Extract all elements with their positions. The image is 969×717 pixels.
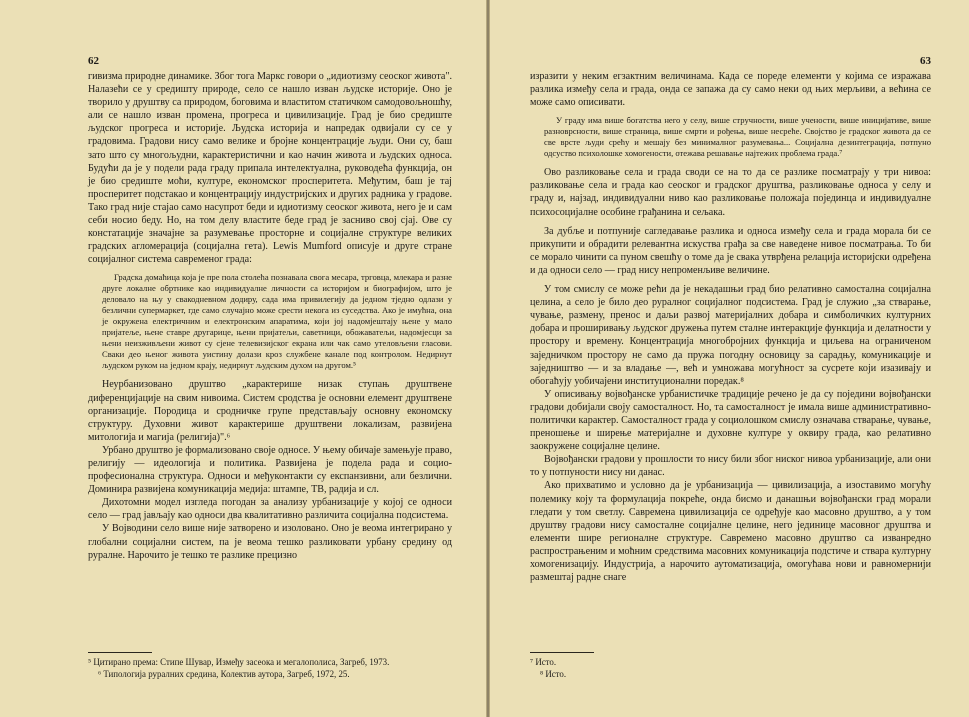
page-number: 63 xyxy=(920,55,931,67)
footnote-rule xyxy=(530,652,594,653)
paragraph: Дихотомни модел изгледа погодан за анализу урбанизације у којој се односи село — град јављају као односи два квалитативно различита социјална подсистема. xyxy=(88,497,452,522)
right-page xyxy=(490,0,969,717)
footnote: ⁶ Типологија руралних средина, Колектив аутора, Загреб, 1972, 25. xyxy=(98,668,350,679)
page-number: 62 xyxy=(88,55,99,67)
paragraph: гивизма природне динамике. Због тога Маркс говори о „идиотизму сеоског живота". Налазећи се у средишту природе, село се нашло изван људске историје. Оно је творило у друштву са природом, боговима и властитом статичком самодовољношћу, али се нашло изван промена, прогреса и цивилизације. Град је био средиште људског прогреса и историје. Људска историја и напредак одвијали су се у градовима. Градови нису само велике и бројне концентрације људи. Они су, баш зато што су многољудни, карактеристични и као начин живота и људских односа. Будући да је у подели рада граду припала интелектуална, руководећа функција, он је био средиште моћи, културе, економског просперитета. Међутим, баш је тај просперитет подстакао и концентрацију индустријских и других радника у градове. Тако град није стајао само насупрот беди и идиотизму сеоског живота, него је и сам себи носио беду. Но, на том делу властите беде град је засниво свој сјај. Ове су констатације значајне за разумевање просторне и социјалне структуре великих градских агломерација (социјална гета). Lewis Mumford описује и друге стране социјалног система савременог града: xyxy=(88,71,452,266)
paragraph: У описивању војвођанске урбанистичке традиције речено је да су поједини војвођански градови добијали своју самосталност. Но, та самосталност је имала више административно-политички карактер. Самосталност града у социолошком смислу означава стварање, чување, преношење и ширење материјалне и духовне културе у оквиру града, као релативно заокружене социјалне целине. xyxy=(530,388,931,453)
paragraph: Ако прихватимо и условно да је урбанизација — цивилизација, а изоставимо могућу полемику коју та формулација покреће, онда бисмо и данашњи војвођански град морали гледати у том светлу. Савремена цивилизација се одређује као масовно друштво, а у том друштву градови нису самосталне социјалне целине, него јединице масовног друштва и елементи шире регионалне структуре. Савремено масовно друштво са изванредно распрострањеним и моћним средствима масовних комуникација подстиче и ствара културну хомогенизацију. Индустрија, а нарочито аутоматизација, омогућава нови и равномернији размештај радне снаге xyxy=(530,480,931,584)
paragraph: изразити у неким егзактним величинама. Када се пореде елементи у којима се изражава разлика између села и града, онда се запажа да су само неки од њих мерљиви, а већина се може само описивати. xyxy=(530,71,931,109)
body-text xyxy=(88,70,452,562)
block-quote xyxy=(544,115,931,159)
footnotes xyxy=(530,652,931,680)
paragraph: За дубље и потпуније сагледавање разлика и односа између села и града морала би се прикупити и обрадити релевантна искуства грађа за све наведене нивое посматрања. То би се морало чинити са пуном свешћу о томе да је свака утврђена релација историјски одређена и да односи село — град нису непроменљиве величине. xyxy=(530,225,931,276)
paragraph: Војвођански градови у прошлости то нису били због ниског нивоа урбанизације, али они то у потпуности нису ни данас. xyxy=(530,454,931,479)
footnote: ⁸ Исто. xyxy=(540,668,567,679)
footnote: ⁵ Цитирано према: Стипе Шувар, Између засеока и мегалополиса, Загреб, 1973. xyxy=(88,657,390,667)
footnotes xyxy=(88,652,452,680)
paragraph: Ово разликовање села и града своди се на то да се разлике посматрају у три нивоа: разликовање села и града као сеоског и градског друштва, разликовање односа у селу и граду и, најзад, индивидуални ниво као разликовање положаја појединца и индивидуалне психосоцијалне особине грађанина и сељака. xyxy=(530,167,931,218)
body-text xyxy=(530,70,931,584)
footnote: ⁷ Исто. xyxy=(530,657,557,667)
block-quote xyxy=(102,272,452,371)
paragraph: Урбано друштво је формализовано своје односе. У њему обичаје замењује право, религију — идеологија и политика. Развијена је подела рада и социо-професионална структура. Односи и међуконтакти су експанзивни, али безлични. Доминира развијена комуникација медија: штампе, ТВ, радија и сл. xyxy=(88,444,452,496)
paragraph: Неурбанизовано друштво „карактерише низак ступањ друштвене диференцијације на свим нивоима. Систем сродства је основни елемент друштвене организације. Породица и сродничке групе представљају основну економску структуру. Духовни живот карактерише друштвени локализам, развијена митологија и магија (религија)".⁶ xyxy=(88,379,452,443)
footnote-rule xyxy=(88,652,152,653)
paragraph: У том смислу се може рећи да је некадашњи град био релативно самостална социјална целина, а село је било део руралног социјалног подсистема. Град је служио „за стварање, чување, размену, пренос и даљи развој материјалних добара и симболичких културних добара и проширивању људског дружења путем сталне интеракције функција и делатности у простору и времену. Концентрација многобројних функција и циљева на ограниченом заједничком простору не само да пружа погодну основицу за сарадњу, комуникације и заједништво — и за владање —, већ и умножава могућност за сусрете који изазивају и обогаћују уобичајени институционални поредак.⁸ xyxy=(530,284,931,387)
paragraph: У Војводини село више није затворено и изоловано. Оно је веома интегрирано у глобални социјални систем, па је веома тешко разликовати урбану средину од руралне. Нарочито је тешко те разлике прецизно xyxy=(88,523,452,561)
quote-text: Градска домаћица која је пре пола столећа познавала свога месара, трговца, млекара и разне друге локалне обртнике као индивидуалне личности са историјом и биографијом, што је деловало на њу у свакодневном додиру, сада има привилегију да једном тједно одлази у безлични супермаркет, где само случајно може срести некога из суседства. Ако је имућна, она је окружена електричним и електронским апаратима, који јој надомјештају њене у мало пријатеље, њене ставре другарице, њени пријатељи, саветници, обожаватељи, надомјесци за њени неизживљени живот су сјене телевизијског екрана или чак само утеловљени гласови. Сваки део њеног живота уистину долази кроз службене канале под контролом. Недирнут људском руком на једном крају, недирнут људским духом на другом.⁵ xyxy=(102,272,452,371)
quote-text: У граду има више богатства него у селу, више стручности, више учености, више иницијативе, више разноврсности, више страница, више смрти и рођења, више несреће. Својство је градског живота да се све врсте људи срећу и мешају без минималног разумевања... Социјална дезинтеграција, потпуно одсуство психолошке хомогености, отежава решавање најтежих проблема града.⁷ xyxy=(544,115,931,159)
